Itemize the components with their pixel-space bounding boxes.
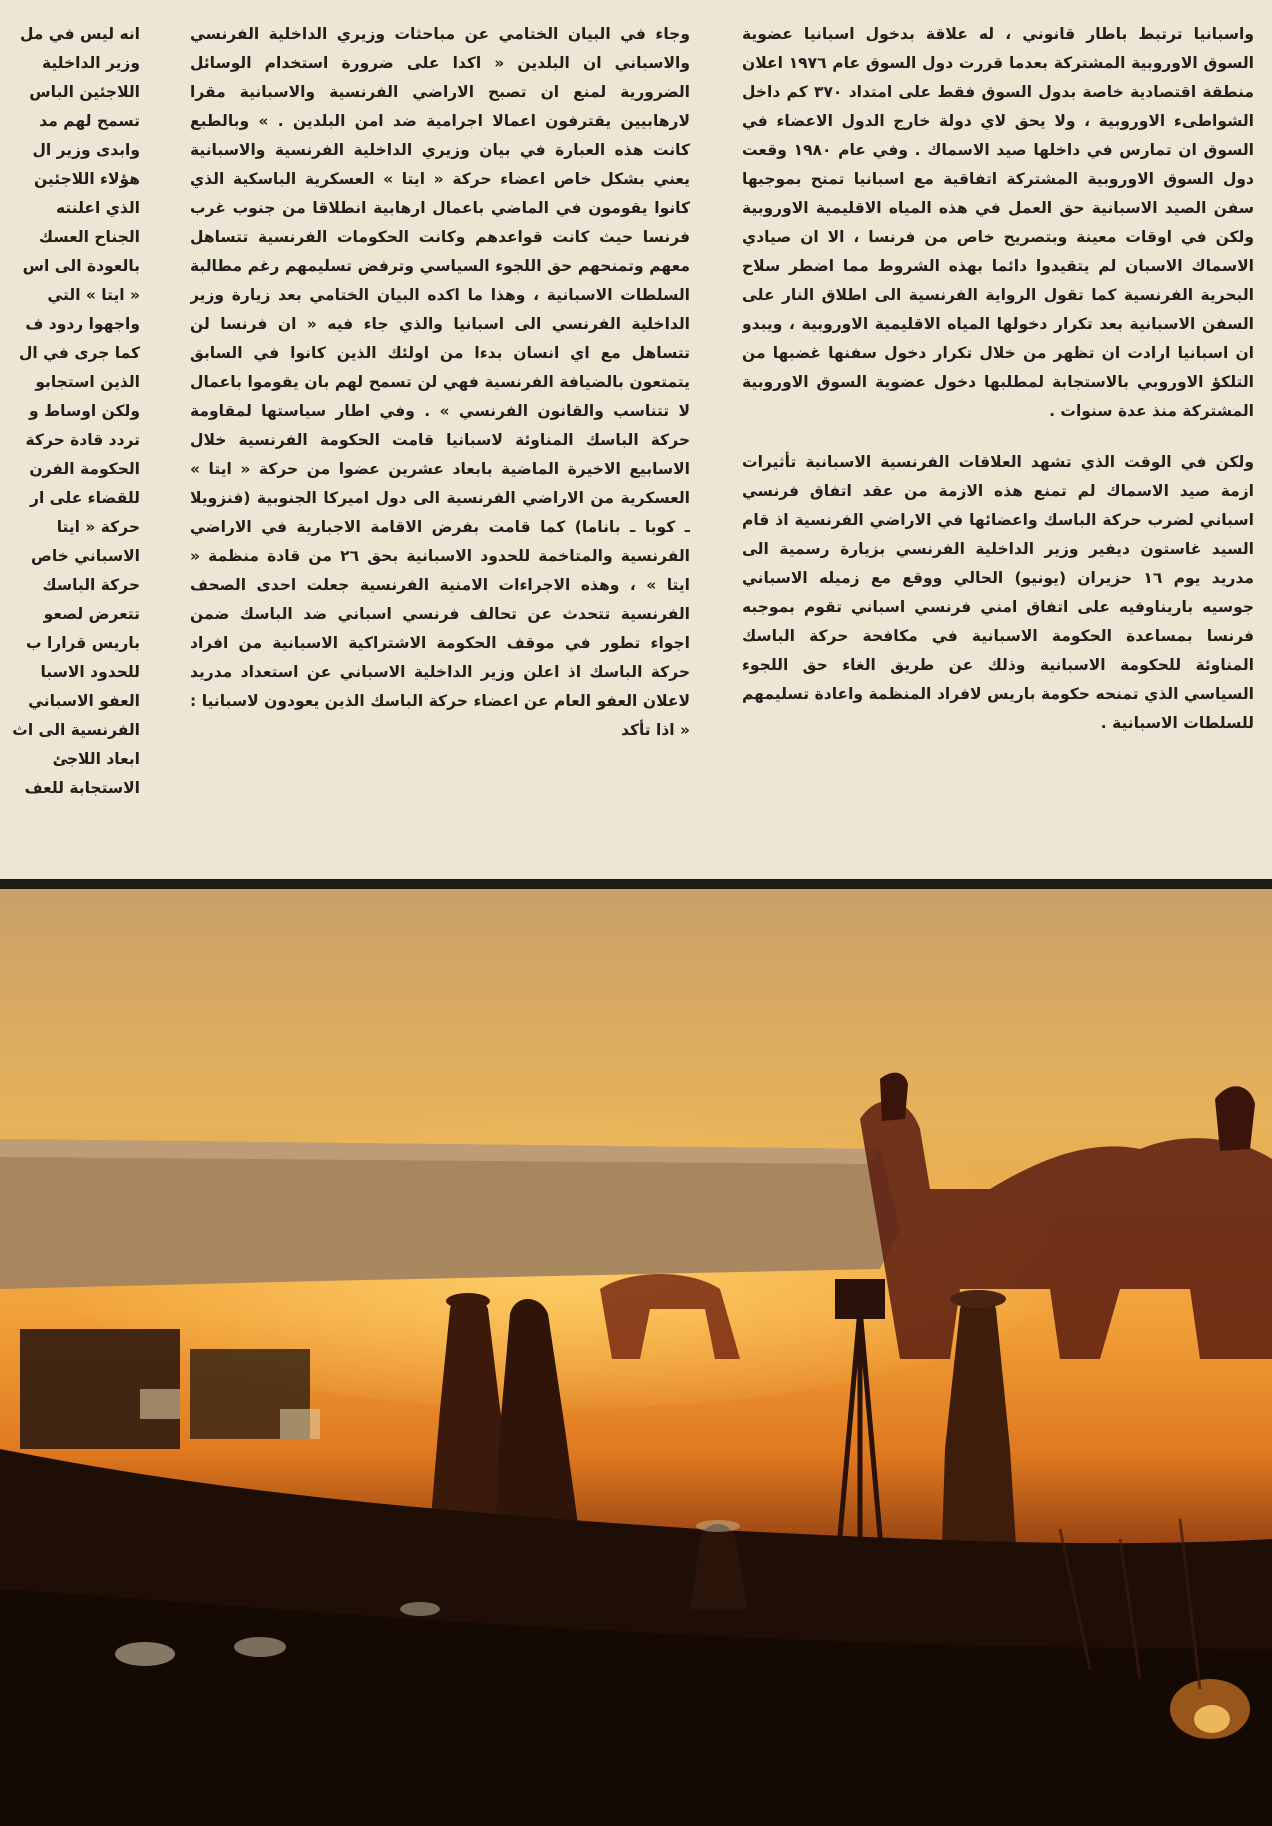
article-line-cropped: العفو الاسباني (28, 692, 140, 710)
article-line-cropped: الاسباني خاص (31, 547, 140, 565)
article-paragraph: ولكن في الوقت الذي تشهد العلاقات الفرنسية الاسبانية تأثيرات ازمة صيد الاسماك لم تمنع هذه الازمة من عقد اتفاق فرنسي اسباني لضرب حركة الباسك واعضائها في الاراضي الفرنسية اذ قام السيد غاستون ديفير وزير الداخلية الفرنسي بزيارة رسمية الى مدريد يوم ١٦ حزيران (يونيو) الحالي ووقع مع زميله الاسباني جوسيه باريناوفيه على اتفاق امني فرنسي اسباني تقوم بموجبه فرنسا بمساعدة الحكومة الاسبانية في مكافحة حركة الباسك المناوئة للحكومة الاسبانية وذلك عن طريق الغاء حق اللجوء السياسي الذي تمنحه حكومة باريس لافراد المنظمة واعادة تسليمهم للسلطات الاسبانية . (742, 453, 1254, 732)
article-line-cropped: ابعاد اللاجئ (52, 750, 140, 768)
article-line-cropped: ولكن اوساط و (29, 402, 140, 420)
article-column-left-cropped (0, 20, 140, 880)
article-line-cropped: حركة الباسك (42, 576, 140, 594)
article-line-cropped: الحكومة الفرن (29, 460, 140, 478)
article-column-right (742, 20, 1254, 880)
article-line-cropped: باريس قرارا ب (25, 634, 140, 652)
article-line-cropped: حركة « ايتا (56, 518, 140, 536)
article-line-cropped: الذين استجابو (35, 373, 140, 391)
article-paragraph: واسبانيا ترتبط باطار قانوني ، له علاقة بدخول اسبانيا عضوية السوق الاوروبية المشتركة بعدما قررت دول السوق عام ١٩٧٦ اعلان منطقة اقتصادية خاصة بدول السوق فقط على امتداد ٣٧٠ كم داخل الشواطىء الاوروبية ، ولا يحق لاي دولة خارج الدول الاعضاء في السوق ان تمارس في داخلها صيد الاسماك . وفي عام ١٩٨٠ وقعت دول السوق الاوروبية المشتركة اتفاقية مع اسبانيا تمنح بموجبها سفن الصيد الاسبانية حق العمل في هذه المياه الاقليمية الاوروبية ولكن في اوقات معينة وبتصريح خاص من فرنسا ، الا ان صيادي الاسماك الاسبان لم يتقيدوا دائما بهذه الشروط مما اضطر سلاح البحرية الفرنسية كما تقول الرواية الفرنسية الى اطلاق النار على السفن الاسبانية بعد تكرار دخولها المياه الاقليمية الاوروبية ، ويبدو ان اسبانيا ارادت ان تظهر من خلال تكرار دخول سفنها غضبها من التلكؤ الاوروبي بالاستجابة لمطلبها دخول عضوية السوق الاوروبية المشتركة منذ عدة سنوات . (742, 25, 1254, 420)
section-divider (0, 879, 1272, 889)
photo-illustration (0, 889, 1272, 1826)
article-line-cropped: بالعودة الى اس (22, 257, 140, 275)
article-line-cropped: الذي اعلنته (56, 199, 140, 217)
article-line-cropped: تتعرض لصعو (43, 605, 140, 623)
article-line-cropped: تسمح لهم مد (39, 112, 140, 130)
article-paragraph: وجاء في البيان الختامي عن مباحثات وزيري الداخلية الفرنسي والاسباني ان البلدين « اكدا على ضرورة استخدام الوسائل الضرورية لمنع ان تصبح الاراضي الفرنسية والاسبانية مقرا لارهابيين يقترفون اعمالا اجرامية ضد امن البلدين . » وبالطبع كانت هذه العبارة في بيان وزيري الداخلية الفرنسية والاسبانية يعني بشكل خاص اعضاء حركة « ايتا » العسكرية الباسكية الذي كانوا يقومون في الماضي باعمال ارهابية انطلاقا من جنوب غرب فرنسا حيث كانت قواعدهم وكانت الحكومات الفرنسية تتساهل معهم وتمنحهم حق اللجوء السياسي وترفض تسليمهم رغم مطالبة السلطات الاسبانية ، وهذا ما اكده البيان الختامي بعد زيارة وزير الداخلية الفرنسي الى اسبانيا والذي جاء فيه « ان فرنسا لن تتساهل مع اي انسان بدءا من اولئك الذين كانوا في السابق يتمتعون بالضيافة الفرنسية فهي لن تسمح لهم بان يقوموا باعمال لا تتناسب والقانون الفرنسي » . وفي اطار سياستها لمقاومة حركة الباسك المناوئة لاسبانيا قامت الحكومة الفرنسية خلال الاسابيع الاخيرة الماضية بابعاد عشرين عضوا من حركة « ايتا » العسكرية من الاراضي الفرنسية الى دول اميركا الجنوبية (فنزويلا ـ كوبا ـ باناما) كما قامت بفرض الاقامة الاجبارية في الاراضي الفرنسية والمتاخمة للحدود الاسبانية بحق ٢٦ من قادة منظمة « ايتا » ، وهذه الاجراءات الامنية الفرنسية جعلت احدى الصحف الفرنسية تتحدث عن تحالف فرنسي اسباني ضد الباسك ضمن اجواء تطور في موقف الحكومة الاشتراكية الاسبانية من افراد حركة الباسك اذ اعلن وزير الداخلية الاسباني عن استعداد مدريد لاعلان العفو العام عن اعضاء حركة الباسك الذين يعودون لاسبانيا : « اذا تأكد (190, 25, 690, 739)
article-text-area (0, 0, 1272, 880)
article-line-cropped: تردد قادة حركة (25, 431, 140, 449)
article-line-cropped: الفرنسية الى اث (12, 721, 140, 739)
article-line-cropped: الجناح العسك (38, 228, 140, 246)
article-column-middle (190, 20, 690, 880)
article-line-cropped: « ايتا » التي (47, 286, 140, 304)
article-line-cropped: اللاجئين الباس (29, 83, 140, 101)
article-line-cropped: وابدى وزير ال (32, 141, 140, 159)
article-line-cropped: هؤلاء اللاجئين (33, 170, 140, 188)
article-line-cropped: الاستجابة للعف (24, 779, 140, 797)
article-line-cropped: للقضاء على ار (30, 489, 140, 507)
article-line-cropped: وزير الداخلية (41, 54, 140, 72)
article-line-cropped: كما جرى في ال (18, 344, 140, 362)
article-line-cropped: واجهوا ردود ف (25, 315, 140, 333)
sunset-camp-photo (0, 889, 1272, 1826)
article-line-cropped: انه ليس في مل (19, 25, 140, 43)
article-line-cropped: للحدود الاسبا (40, 663, 140, 681)
